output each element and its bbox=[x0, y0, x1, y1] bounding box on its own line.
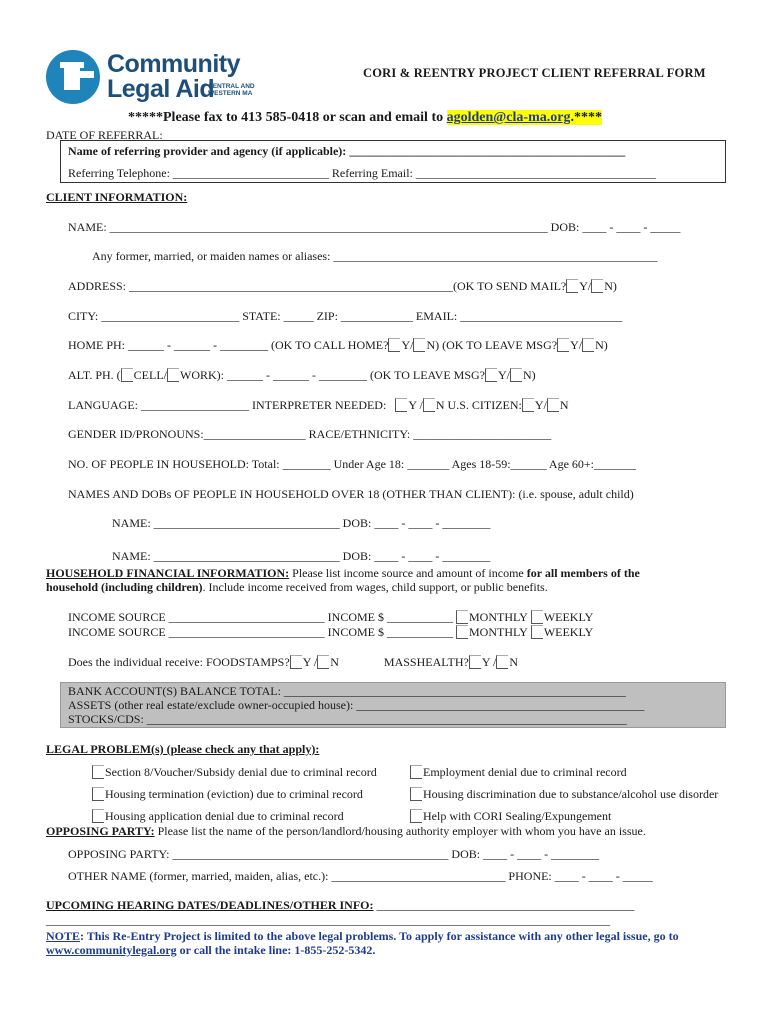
assets-field[interactable]: ASSETS (other real estate/exclude owner-occupied house): ________________________________________________ bbox=[68, 698, 645, 712]
household-member-field[interactable]: NAME: _______________________________ DOB: ____ - ____ - ________ bbox=[112, 549, 491, 563]
home-msg-yes-checkbox[interactable] bbox=[557, 338, 569, 352]
monthly-checkbox[interactable] bbox=[456, 625, 468, 639]
legal-option-eviction[interactable]: Housing termination (eviction) due to criminal record bbox=[92, 787, 363, 802]
opposing-party-heading: OPPOSING PARTY: bbox=[46, 824, 155, 838]
stocks-field[interactable]: STOCKS/CDS: ________________________________________________________________________________ bbox=[68, 712, 627, 726]
legal-checkbox[interactable] bbox=[410, 809, 422, 823]
form-title: CORI & REENTRY PROJECT CLIENT REFERRAL FORM bbox=[363, 66, 706, 80]
legal-checkbox[interactable] bbox=[410, 787, 422, 801]
client-info-heading: CLIENT INFORMATION: bbox=[46, 190, 188, 204]
household-count-field[interactable]: NO. OF PEOPLE IN HOUSEHOLD: Total: ________ Under Age 18: _______ Ages 18-59:______ Age 60+:_______ bbox=[68, 457, 637, 471]
masshealth-yes-checkbox[interactable] bbox=[469, 655, 481, 669]
home-msg-no-checkbox[interactable] bbox=[582, 338, 594, 352]
hearing-field-line2[interactable]: ______________________________________________________________________________________________ bbox=[46, 913, 610, 927]
financial-desc-line1: HOUSEHOLD FINANCIAL INFORMATION: Please list income source and amount of income for all members of the bbox=[46, 566, 640, 580]
monthly-checkbox[interactable] bbox=[456, 610, 468, 624]
legal-option-employment[interactable]: Employment denial due to criminal record bbox=[410, 765, 627, 780]
weekly-checkbox[interactable] bbox=[531, 610, 543, 624]
bank-balance-field[interactable]: BANK ACCOUNT(S) BALANCE TOTAL: _________________________________________________________ bbox=[68, 684, 626, 698]
home-phone-field[interactable]: HOME PH: ______ - ______ - ________ (OK TO CALL HOME? Y/ N) (OK TO LEAVE MSG? Y/ N) bbox=[68, 338, 608, 352]
alt-msg-yes-checkbox[interactable] bbox=[485, 368, 497, 382]
address-field[interactable]: ADDRESS: ______________________________________________________(OK TO SEND MAIL? Y/ N) bbox=[68, 279, 617, 293]
income-source-field[interactable]: INCOME SOURCE __________________________ INCOME $ ___________ MONTHLY WEEKLY bbox=[68, 625, 594, 639]
legal-option-discrimination[interactable]: Housing discrimination due to substance/alcohol use disorder bbox=[410, 787, 718, 802]
citizen-no-checkbox[interactable] bbox=[547, 398, 559, 412]
call-home-no-checkbox[interactable] bbox=[413, 338, 425, 352]
legal-checkbox[interactable] bbox=[92, 787, 104, 801]
citizen-yes-checkbox[interactable] bbox=[522, 398, 534, 412]
referring-provider-field[interactable]: Name of referring provider and agency (if applicable): ______________________________________________ bbox=[68, 144, 626, 158]
interpreter-no-checkbox[interactable] bbox=[423, 398, 435, 412]
mail-yes-checkbox[interactable] bbox=[566, 279, 578, 293]
note-label: NOTE bbox=[46, 929, 81, 943]
referring-phone-email-field[interactable]: Referring Telephone: __________________________ Referring Email: ________________________________________ bbox=[68, 166, 656, 180]
date-of-referral-field[interactable]: DATE OF REFERRAL:_____________________ bbox=[46, 128, 289, 142]
interpreter-yes-checkbox[interactable] bbox=[395, 398, 407, 412]
masshealth-no-checkbox[interactable] bbox=[496, 655, 508, 669]
legal-option-section8[interactable]: Section 8/Voucher/Subsidy denial due to criminal record bbox=[92, 765, 377, 780]
alt-work-checkbox[interactable] bbox=[167, 368, 179, 382]
household-names-label: NAMES AND DOBs OF PEOPLE IN HOUSEHOLD OVER 18 (OTHER THAN CLIENT): (i.e. spouse, adult child) bbox=[68, 487, 634, 501]
financial-desc-line2: household (including children). Include income received from wages, child support, or public benefits. bbox=[46, 580, 548, 594]
logo-line1: Community bbox=[107, 50, 240, 78]
community-legal-link[interactable]: www.communitylegal.org bbox=[46, 943, 177, 957]
logo-sub1: CENTRAL AND bbox=[208, 83, 255, 90]
alt-phone-field[interactable]: ALT. PH. ( CELL/ WORK): ______ - ______ - ________ (OK TO LEAVE MSG? Y/ N) bbox=[68, 368, 536, 382]
hearing-field[interactable]: UPCOMING HEARING DATES/DEADLINES/OTHER INFO: ___________________________________________ bbox=[46, 898, 635, 912]
gender-race-field[interactable]: GENDER ID/PRONOUNS:_________________ RACE/ETHNICITY: _______________________ bbox=[68, 427, 552, 441]
benefits-field[interactable]: Does the individual receive: FOODSTAMPS? Y / N MASSHEALTH? Y / N bbox=[68, 655, 519, 669]
opposing-party-desc: OPPOSING PARTY: Please list the name of the person/landlord/housing authority employer with whom you have an issue. bbox=[46, 824, 646, 838]
language-field[interactable]: LANGUAGE: __________________ INTERPRETER NEEDED: Y / N U.S. CITIZEN: Y/ N bbox=[68, 398, 569, 412]
client-name-field[interactable]: NAME: _________________________________________________________________________ DOB: ____ - ____ - _____ bbox=[68, 220, 681, 234]
fax-email-link[interactable]: agolden@cla-ma.org bbox=[446, 110, 571, 125]
aliases-field[interactable]: Any former, married, or maiden names or aliases: ______________________________________________________ bbox=[92, 249, 658, 263]
city-state-zip-email-field[interactable]: CITY: _______________________ STATE: _____ ZIP: ____________ EMAIL: ___________________________ bbox=[68, 309, 623, 323]
hearing-heading: UPCOMING HEARING DATES/DEADLINES/OTHER INFO: bbox=[46, 898, 374, 912]
mail-no-checkbox[interactable] bbox=[591, 279, 603, 293]
alt-msg-no-checkbox[interactable] bbox=[510, 368, 522, 382]
legal-checkbox[interactable] bbox=[92, 765, 104, 779]
legal-option-application-denial[interactable]: Housing application denial due to criminal record bbox=[92, 809, 344, 824]
financial-heading: HOUSEHOLD FINANCIAL INFORMATION: bbox=[46, 566, 290, 580]
legal-checkbox[interactable] bbox=[92, 809, 104, 823]
call-home-yes-checkbox[interactable] bbox=[388, 338, 400, 352]
opposing-party-field[interactable]: OPPOSING PARTY: ______________________________________________ DOB: ____ - ____ - ________ bbox=[68, 847, 600, 861]
legal-option-cori-sealing[interactable]: Help with CORI Sealing/Expungement bbox=[410, 809, 611, 824]
other-name-field[interactable]: OTHER NAME (former, married, maiden, alias, etc.): _____________________________ PHONE: ____ - ____ - _____ bbox=[68, 869, 653, 883]
foodstamps-no-checkbox[interactable] bbox=[317, 655, 329, 669]
foodstamps-yes-checkbox[interactable] bbox=[290, 655, 302, 669]
income-source-field[interactable]: INCOME SOURCE __________________________ INCOME $ ___________ MONTHLY WEEKLY bbox=[68, 610, 594, 624]
legal-problems-heading: LEGAL PROBLEM(s) (please check any that apply): bbox=[46, 742, 320, 756]
legal-checkbox[interactable] bbox=[410, 765, 422, 779]
alt-cell-checkbox[interactable] bbox=[121, 368, 133, 382]
logo-line2: Legal Aid bbox=[107, 75, 215, 103]
household-member-field[interactable]: NAME: _______________________________ DOB: ____ - ____ - ________ bbox=[112, 516, 491, 530]
logo-sub2: WESTERN MA bbox=[208, 90, 253, 97]
note-line2: www.communitylegal.org or call the intake line: 1-855-252-5342. bbox=[46, 943, 376, 957]
weekly-checkbox[interactable] bbox=[531, 625, 543, 639]
note-line1: NOTE: This Re-Entry Project is limited to the above legal problems. To apply for assistance with any other legal issue, go to bbox=[46, 929, 679, 943]
fax-instruction: *****Please fax to 413 585-0418 or scan and email to agolden@cla-ma.org.**** bbox=[128, 110, 602, 125]
